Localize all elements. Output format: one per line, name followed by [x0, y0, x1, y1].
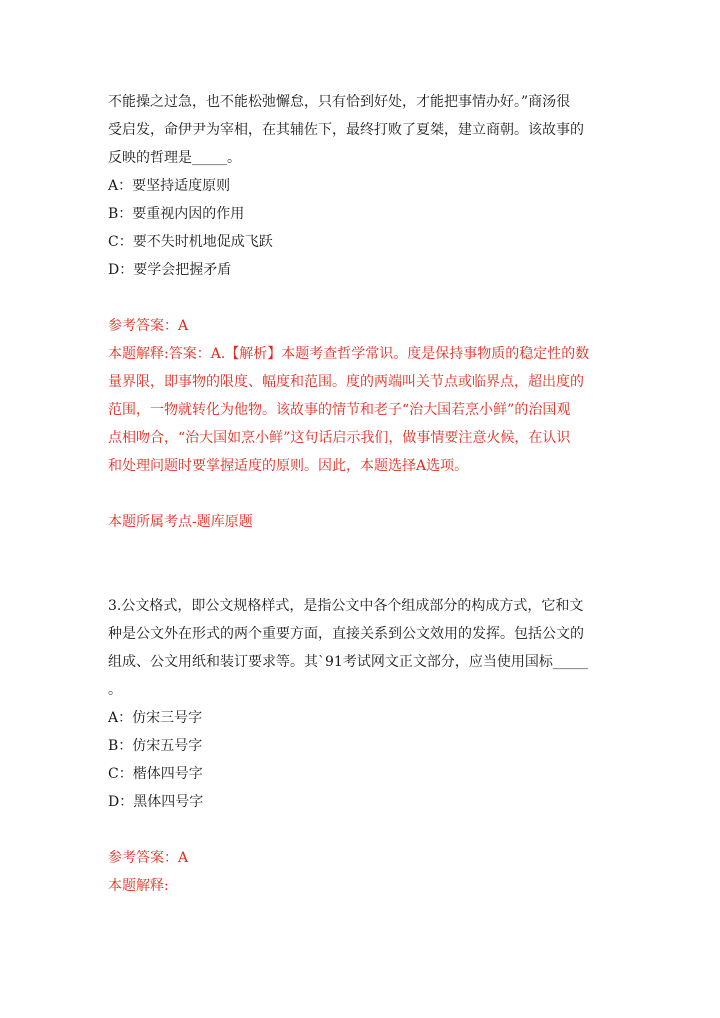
question-2-answer: 参考答案：A — [108, 318, 189, 334]
option-c: C：要不失时机地促成飞跃 — [108, 234, 273, 250]
question-3-explanation-label: 本题解释: — [108, 878, 169, 894]
stem-line: 种是公文外在形式的两个重要方面，直接关系到公文效用的发挥。包括公文的 — [108, 626, 584, 642]
option-d: D：要学会把握矛盾 — [108, 262, 232, 278]
question-2-source: 本题所属考点-题库原题 — [108, 514, 253, 530]
stem-line: 3.公文格式，即公文规格样式，是指公文中各个组成部分的构成方式，它和文 — [108, 598, 584, 614]
option-b: B：要重视内因的作用 — [108, 206, 245, 222]
question-3-options — [108, 704, 608, 816]
spacer — [108, 816, 608, 844]
stem-line: 受启发，命伊尹为宰相，在其辅佐下，最终打败了夏桀，建立商朝。该故事的 — [108, 122, 584, 138]
explanation-line: 本题解释:答案：A.【解析】本题考查哲学常识。度是保持事物质的稳定性的数 — [108, 346, 590, 362]
question-2-options — [108, 172, 608, 284]
stem-line: 不能操之过急，也不能松弛懈怠，只有恰到好处，才能把事情办好。”商汤很 — [108, 94, 571, 110]
spacer — [108, 480, 608, 508]
explanation-line: 量界限，即事物的限度、幅度和范围。度的两端叫关节点或临界点，超出度的 — [108, 374, 584, 390]
stem-line: 组成、公文用纸和装订要求等。其`91考试网文正文部分，应当使用国标_____ — [108, 654, 588, 670]
option-c: C：楷体四号字 — [108, 766, 203, 782]
stem-line: 反映的哲理是_____。 — [108, 150, 241, 166]
spacer — [108, 536, 608, 592]
question-2-stem — [108, 88, 608, 172]
option-b: B：仿宋五号字 — [108, 738, 203, 754]
explanation-line: 和处理问题时要掌握适度的原则。因此，本题选择A选项。 — [108, 458, 469, 474]
explanation-line: 范围，一物就转化为他物。该故事的情节和老子“治大国若烹小鲜”的治国观 — [108, 402, 571, 418]
option-a: A：仿宋三号字 — [108, 710, 203, 726]
question-3-stem — [108, 592, 608, 704]
question-3-answer: 参考答案：A — [108, 850, 189, 866]
document-page — [108, 88, 608, 900]
spacer — [108, 284, 608, 312]
option-d: D：黑体四号字 — [108, 794, 204, 810]
explanation-line: 点相吻合，“治大国如烹小鲜”这句话启示我们，做事情要注意火候，在认识 — [108, 430, 571, 446]
stem-line: 。 — [108, 682, 122, 698]
question-2-explanation — [108, 340, 608, 480]
option-a: A：要坚持适度原则 — [108, 178, 231, 194]
